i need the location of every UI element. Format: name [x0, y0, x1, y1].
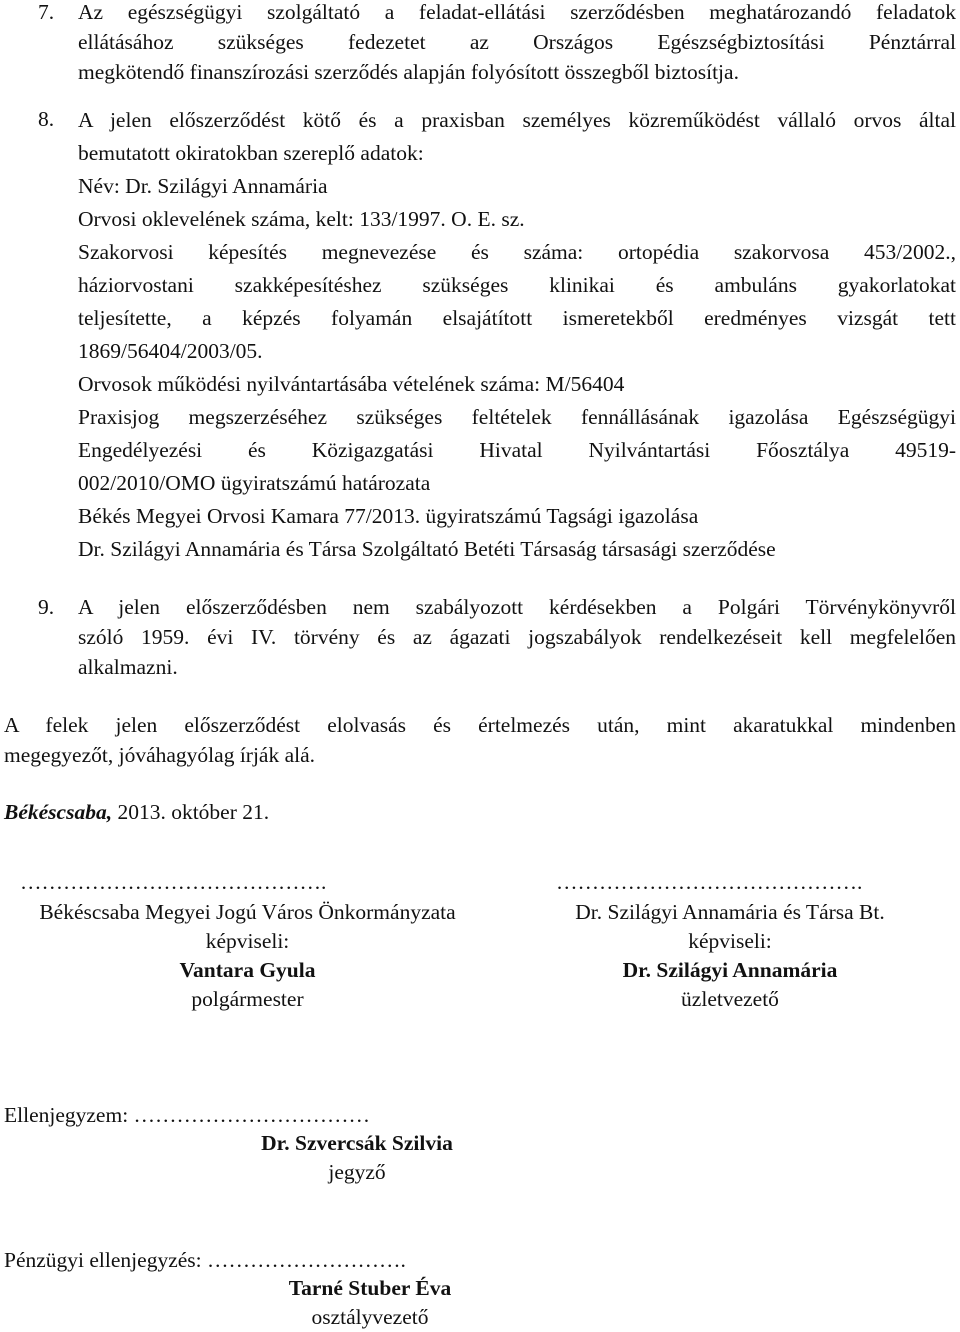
- text-line: ellátásához szükséges fedezetet az Országos Egészségbiztosítási Pénztárral: [78, 30, 956, 54]
- text-line: Név: Dr. Szilágyi Annamária: [78, 174, 328, 198]
- text-line: bemutatott okiratokban szereplő adatok:: [78, 141, 424, 165]
- signature-dots: ……………………….: [207, 1248, 406, 1272]
- place-date: [4, 797, 956, 827]
- represented-label: képviseli:: [688, 929, 772, 953]
- countersign-line: [4, 1100, 956, 1130]
- signature-dots: ……………………………: [133, 1103, 371, 1127]
- text-line: alkalmazni.: [78, 655, 178, 679]
- place: Békéscsaba,: [4, 800, 113, 824]
- signatory-name: Dr. Szvercsák Szilvia: [261, 1131, 453, 1155]
- text-line: 1869/56404/2003/05.: [78, 339, 263, 363]
- financial-countersign-line: [4, 1245, 956, 1275]
- signatory-organization: Dr. Szilágyi Annamária és Társa Bt.: [575, 900, 885, 924]
- text-line: teljesítette, a képzés folyamán elsajátított ismeretekből eredményes vizsgát tett: [78, 306, 956, 330]
- signatory-title: polgármester: [191, 987, 304, 1011]
- represented-label: képviseli:: [205, 929, 290, 953]
- financial-signatory: [160, 1273, 580, 1331]
- signature-block-right: [510, 867, 950, 1013]
- signatory-name: Vantara Gyula: [179, 958, 316, 982]
- signatory-organization: Békéscsaba Megyei Jogú Város Önkormányzata: [39, 900, 456, 924]
- text-line: Orvosok működési nyilvántartásába vételének száma: M/56404: [78, 372, 625, 396]
- countersign-signatory: [142, 1128, 572, 1186]
- text-line: Orvosi oklevelének száma, kelt: 133/1997. O. E. sz.: [78, 207, 525, 231]
- text-line: Praxisjog megszerzéséhez szükséges feltételek fennállásának igazolása Egészségügyi: [78, 405, 956, 429]
- signatory-title: üzletvezető: [681, 987, 779, 1011]
- financial-countersign-block: [4, 1245, 956, 1275]
- text-line: Dr. Szilágyi Annamária és Társa Szolgáltató Betéti Társaság társasági szerződése: [78, 537, 776, 561]
- clause-number: 9.: [38, 595, 55, 619]
- signatory-name: Tarné Stuber Éva: [288, 1276, 452, 1300]
- signature-line: …………………………………….: [556, 870, 863, 894]
- signature-block-left: [0, 867, 495, 1013]
- clause-text: [78, 104, 956, 566]
- closing-paragraph: [4, 710, 956, 770]
- text-line: megkötendő finanszírozási szerződés alapján folyósított összegből biztosítja.: [78, 60, 739, 84]
- text-line: megegyezőt, jóváhagyólag írják alá.: [4, 743, 316, 767]
- text-line: 002/2010/OMO ügyiratszámú határozata: [78, 471, 431, 495]
- clause-text: [78, 592, 956, 682]
- countersign-block: [4, 1100, 956, 1130]
- text-line: A jelen előszerződést kötő és a praxisban személyes közreműködést vállaló orvos által: [78, 108, 956, 132]
- date: 2013. október 21.: [112, 800, 270, 824]
- signatory-name: Dr. Szilágyi Annamária: [622, 958, 838, 982]
- clause-text: [78, 0, 956, 87]
- text-line: háziorvostani szakképesítéshez szükséges klinikai és ambuláns gyakorlatokat: [78, 273, 956, 297]
- signatory-title: osztályvezető: [311, 1305, 429, 1329]
- text-line: szóló 1959. évi IV. törvény és az ágazati jogszabályok rendelkezéseit kell megfelelően: [78, 625, 956, 649]
- signatory-title: jegyző: [328, 1160, 386, 1184]
- text-line: Az egészségügyi szolgáltató a feladat-ellátási szerződésben meghatározandó feladatok: [78, 0, 956, 24]
- financial-label: Pénzügyi ellenjegyzés:: [4, 1248, 207, 1272]
- text-line: Szakorvosi képesítés megnevezése és száma: ortopédia szakorvosa 453/2002.,: [78, 240, 956, 264]
- clause-number: 8.: [38, 107, 55, 131]
- countersign-label: Ellenjegyzem:: [4, 1103, 134, 1127]
- text-line: Engedélyezési és Közigazgatási Hivatal Nyilvántartási Főosztálya 49519-: [78, 438, 956, 462]
- text-line: A felek jelen előszerződést elolvasás és értelmezés után, mint akaratukkal mindenben: [4, 713, 956, 737]
- clause-number: 7.: [38, 0, 55, 24]
- text-line: Békés Megyei Orvosi Kamara 77/2013. ügyiratszámú Tagsági igazolása: [78, 504, 699, 528]
- text-line: A jelen előszerződésben nem szabályozott kérdésekben a Polgári Törvénykönyvről: [78, 595, 956, 619]
- signature-line: …………………………………….: [20, 870, 327, 894]
